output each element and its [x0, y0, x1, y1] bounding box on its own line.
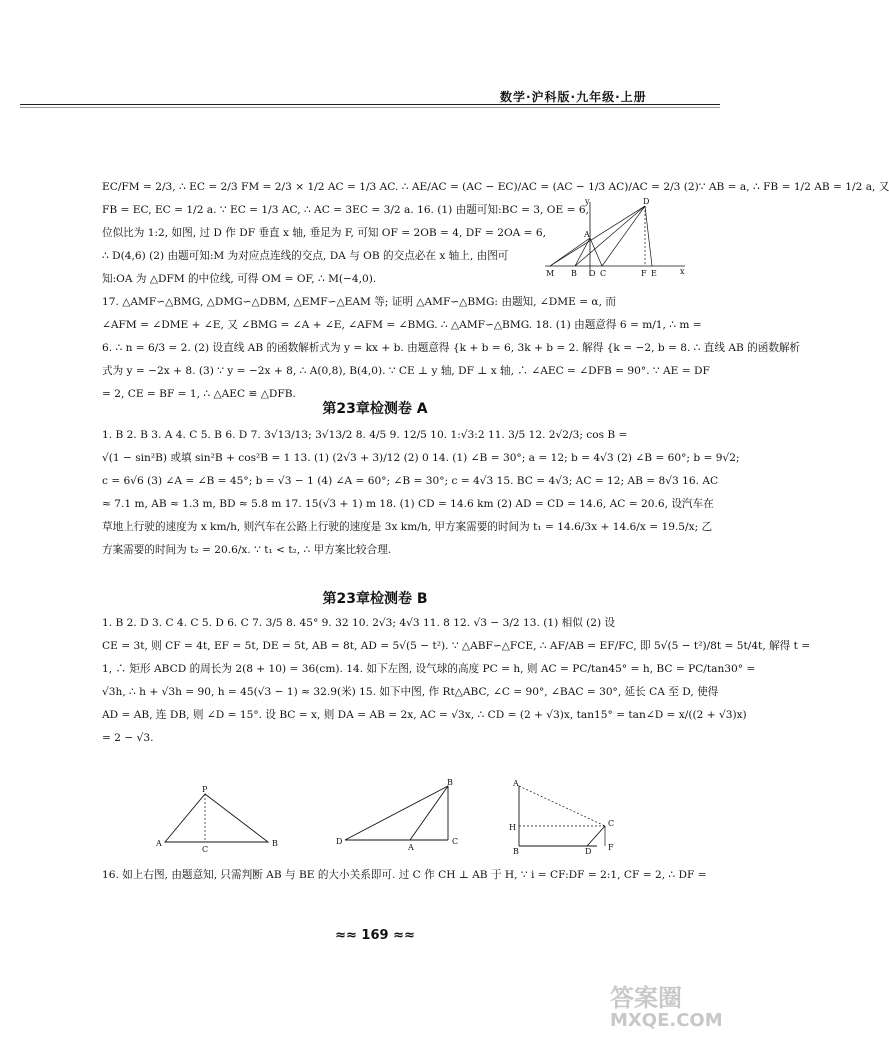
section-title-b: 第23章检测卷 B: [322, 591, 428, 607]
label: A: [156, 839, 162, 848]
page-number-value: 169: [361, 928, 389, 943]
text-line: 1. B 2. B 3. A 4. C 5. B 6. D 7. 3√13/13; 3√13/2 8. 4/5 9. 12/5 10. 1:√3:2 11. 3/5 12. 2√2/3; cos B =: [102, 429, 628, 441]
text-line: 17. △AMF∽△BMG, △DMG∽△DBM, △EMF∽△EAM 等; 证明 △AMF∽△BMG: 由题知, ∠DME = α, 而: [102, 296, 616, 308]
label: C: [202, 845, 209, 854]
text-line: ≈ 7.1 m, AB ≈ 1.3 m, BD ≈ 5.8 m 17. 15(√3 + 1) m 18. (1) CD = 14.6 km (2) AD = CD = 14.6, AC = 20.6, 设汽车在: [102, 498, 714, 510]
text-line: CE = 3t, 则 CF = 4t, EF = 5t, DE = 5t, AB = 8t, AD = 5√(5 − t²). ∵ △ABF∽△FCE, ∴ AF/AB = EF/FC, 即 5√(5 − t²)/8t = 5t/4t, 解得 t =: [102, 640, 811, 652]
answers-block-16: [102, 864, 707, 887]
label: C: [452, 837, 459, 846]
text-line: EC/FM = 2/3, ∴ EC = 2/3 FM = 2/3 × 1/2 AC = 1/3 AC. ∴ AE/AC = (AC − EC)/AC = (AC − 1/3 AC)/AC = 2/3 (2)∵ AB = a, ∴ FB = 1/2 AB = 1/2 a, 又: [102, 181, 889, 193]
label: B: [447, 778, 453, 787]
label: D: [585, 847, 592, 856]
text-line: √3h, ∴ h + √3h = 90, h = 45(√3 − 1) ≈ 32.9(米) 15. 如下中图, 作 Rt△ABC, ∠C = 90°, ∠BAC = 30°, 延长 CA 至 D, 使得: [102, 686, 719, 698]
label: A: [408, 843, 414, 852]
label: C: [608, 819, 615, 828]
text-line: ∠AFM = ∠DME + ∠E, 又 ∠BMG = ∠A + ∠E, ∠AFM = ∠BMG. ∴ △AMF∽△BMG. 18. (1) 由题意得 6 = m/1, ∴ m =: [102, 319, 702, 331]
triangle-figure: [330, 778, 470, 853]
answers-block-b: [102, 612, 811, 750]
label: B: [513, 847, 519, 856]
text-line: 式为 y = −2x + 8. (3) ∵ y = −2x + 8, ∴ A(0,8), B(4,0). ∵ CE ⊥ y 轴, DF ⊥ x 轴, ∴ ∠AEC = ∠DFB = 90°. ∵ AE = DF: [102, 365, 710, 377]
label: O: [589, 269, 596, 278]
watermark-url: MXQE.COM: [610, 1010, 723, 1031]
page-number: [0, 928, 750, 943]
text-line: c = 6√6 (3) ∠A = ∠B = 45°; b = √3 − 1 (4) ∠A = 60°; ∠B = 30°; c = 4√3 15. BC = 4√3; AC = 12; AB = 8√3 16. AC: [102, 475, 719, 487]
label: D: [643, 197, 650, 206]
answers-block-1: [102, 176, 889, 406]
label: A: [584, 230, 590, 239]
label: C: [600, 269, 607, 278]
text-line: √(1 − sin²B) 或填 sin²B + cos²B = 1 13. (1) (2√3 + 3)/12 (2) 0 14. (1) ∠B = 30°; a = 12; b = 4√3 (2) ∠B = 60°; b = 9√2;: [102, 452, 740, 464]
text-line: 6. ∴ n = 6/3 = 2. (2) 设直线 AB 的函数解析式为 y = kx + b. 由题意得 {k + b = 6, 3k + b = 2. 解得 {k = −2, b = 8. ∴ 直线 AB 的函数解析: [102, 342, 801, 354]
section-title-a: 第23章检测卷 A: [322, 401, 428, 417]
label: P: [202, 785, 208, 794]
text-line: ∴ D(4,6) (2) 由题可知:M 为对应点连线的交点, DA 与 OB 的交点必在 x 轴上, 由图可: [102, 250, 509, 262]
slope-figure: [505, 776, 635, 856]
watermark-logo: 答案圈: [610, 984, 682, 1012]
header-rule: [20, 104, 720, 105]
label: E: [651, 269, 657, 278]
text-line: 1, ∴ 矩形 ABCD 的周长为 2(8 + 10) = 36(cm). 14. 如下左图, 设气球的高度 PC = h, 则 AC = PC/tan45° = h, BC = PC/tan30° =: [102, 663, 756, 675]
text-line: = 2 − √3.: [102, 732, 154, 744]
label: B: [272, 839, 278, 848]
text-line: AD = AB, 连 DB, 则 ∠D = 15°. 设 BC = x, 则 DA = AB = 2x, AC = √3x, ∴ CD = (2 + √3)x, tan15° = tan∠D = x/((2 + √3)x): [102, 709, 747, 721]
page-number-ornament: ≈≈: [335, 928, 357, 943]
label: H: [509, 823, 516, 832]
text-line: 位似比为 1:2, 如图, 过 D 作 DF 垂直 x 轴, 垂足为 F, 可知 OF = 2OB = 4, DF = 2OA = 6,: [102, 227, 546, 239]
label: A: [513, 779, 519, 788]
page-number-ornament: ≈≈: [393, 928, 415, 943]
balloon-figure: [150, 784, 290, 854]
header-rule-thin: [20, 107, 720, 108]
label: M: [546, 269, 555, 278]
label: B: [571, 269, 577, 278]
label: D: [336, 837, 343, 846]
text-line: FB = EC, EC = 1/2 a. ∵ EC = 1/3 AC, ∴ AC = 3EC = 3/2 a. 16. (1) 由题可知:BC = 3, OE = 6,: [102, 204, 589, 216]
text-line: = 2, CE = BF = 1, ∴ △AEC ≌ △DFB.: [102, 388, 296, 400]
answers-block-a: [102, 424, 740, 562]
header-title: 数学·沪科版·九年级·上册: [500, 90, 647, 104]
text-line: 方案需要的时间为 t₂ = 20.6/x. ∵ t₁ < t₂, ∴ 甲方案比较合理.: [102, 544, 392, 556]
text-line: 1. B 2. D 3. C 4. C 5. D 6. C 7. 3/5 8. 45° 9. 32 10. 2√3; 4√3 11. 8 12. √3 − 3/2 13. (1) 相似 (2) 设: [102, 617, 616, 629]
label: F: [641, 269, 647, 278]
label: F: [608, 843, 614, 852]
label: x: [680, 267, 685, 276]
text-line: 知:OA 为 △DFM 的中位线, 可得 OM = OF, ∴ M(−4,0).: [102, 273, 377, 285]
text-line: 草地上行驶的速度为 x km/h, 则汽车在公路上行驶的速度是 3x km/h, 甲方案需要的时间为 t₁ = 14.6/3x + 14.6/x = 19.5/x; 乙: [102, 521, 713, 533]
label: y: [585, 197, 590, 206]
text-line: 16. 如上右图, 由题意知, 只需判断 AB 与 BE 的大小关系即可. 过 C 作 CH ⊥ AB 于 H, ∵ i = CF:DF = 2:1, CF = 2, ∴ DF =: [102, 869, 707, 881]
